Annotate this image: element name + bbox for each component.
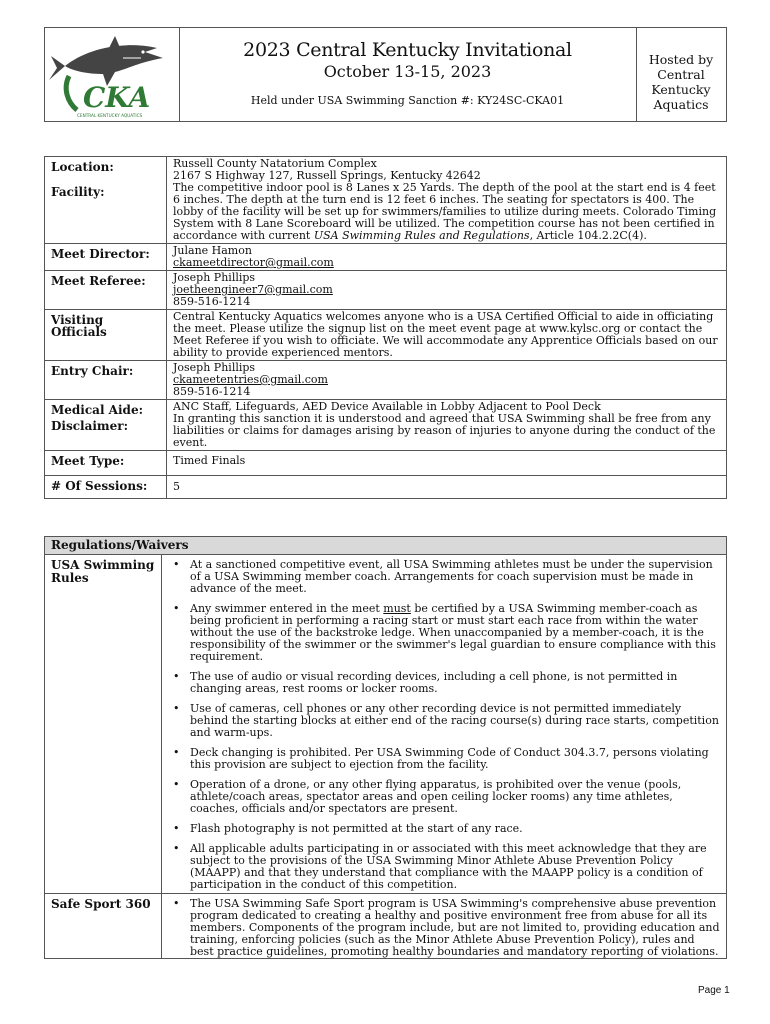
meet-info-table: [44, 156, 727, 499]
host-line: Central Kentucky: [651, 67, 711, 97]
list-item: • All applicable adults participating in or associated with this meet acknowledge that they are subject to the provisions of the USA Swimming Minor Athlete Abuse Prevention Policy (MAAPP) and that they understand that compliance with the MAAPP policy is a condition of participation in the conduct of this competition.: [190, 843, 720, 891]
list-item: • At a sanctioned competitive event, all USA Swimming athletes must be under the supervision of a USA Swimming member coach. Arrangements for coach supervision must be made in advance of the meet.: [190, 559, 720, 595]
referee-label: Meet Referee:: [51, 274, 146, 288]
table-row: [45, 361, 727, 400]
referee-email-link[interactable]: joetheengineer7@gmail.com: [173, 283, 333, 296]
location-line: 2167 S Highway 127, Russell Springs, Kentucky 42642: [173, 169, 481, 182]
director-label: Meet Director:: [51, 247, 150, 261]
usa-rules-list: [168, 559, 720, 891]
disclaimer-text: In granting this sanction it is understood and agreed that USA Swimming shall be free from any liabilities or claims for damages arising by reason of injuries to anyone during the conduct of the event.: [173, 412, 716, 449]
logo-text: CKA: [83, 81, 151, 114]
referee-name: Joseph Phillips: [173, 271, 256, 284]
table-row: [45, 555, 727, 894]
facility-text: The competitive indoor pool is 8 Lanes x 25 Yards. The depth of the pool at the start end is 4 feet 6 inches. The depth at the turn end is 12 feet 6 inches. The seating for spectators is 400. The lobby of the facility will be set up for swimmers/families to utilize during meets. Colorado Timing System with 8 Lane Scoreboard will be utilized. The competition course has not been certified in accordance with current USA Swimming Rules and Regulations, Article 104.2.2C(4).: [173, 181, 717, 242]
sessions-value: 5: [173, 480, 180, 493]
sessions-label: # Of Sessions:: [51, 479, 148, 493]
list-item: • Flash photography is not permitted at the start of any race.: [190, 823, 720, 835]
safe-sport-label: Safe Sport 360: [45, 894, 162, 959]
list-item: • The use of audio or visual recording devices, including a cell phone, is not permitted in changing areas, rest rooms or locker rooms.: [190, 671, 720, 695]
meet-type-value: Timed Finals: [173, 454, 246, 467]
table-row: [45, 157, 727, 244]
table-row: [45, 271, 727, 310]
table-row: [45, 310, 727, 361]
sanction-line: Held under USA Swimming Sanction #: KY24SC-CKA01: [250, 94, 565, 107]
host-line: Hosted by: [648, 52, 714, 67]
director-email-link[interactable]: ckameetdirector@gmail.com: [173, 256, 334, 269]
director-name: Julane Hamon: [173, 244, 252, 257]
medical-label: Medical Aide:: [51, 403, 144, 417]
disclaimer-label: Disclaimer:: [51, 419, 129, 433]
referee-phone: 859-516-1214: [173, 295, 251, 308]
list-item: • Use of cameras, cell phones or any other recording device is not permitted immediately behind the starting blocks at either end of the racing course(s) during race starts, competition and warm-ups.: [190, 703, 720, 739]
header-title-block: [179, 28, 637, 121]
cka-logo: [45, 28, 180, 121]
list-item: • The USA Swimming Safe Sport program is USA Swimming's comprehensive abuse prevention program dedicated to creating a healthy and positive environment free from abuse for all its members. Components of the program include, but are not limited to, providing education and training, enforcing policies (such as the Minor Athlete Abuse Prevention Policy), rules and best practice guidelines, promoting healthy boundaries and mandatory reporting of violations.: [190, 898, 720, 958]
meet-type-label: Meet Type:: [51, 454, 125, 468]
entry-chair-name: Joseph Phillips: [173, 361, 256, 374]
safe-sport-list: [168, 898, 720, 958]
meet-dates: October 13-15, 2023: [323, 62, 492, 81]
table-row: [45, 537, 727, 555]
host-line: Aquatics: [653, 97, 709, 112]
usa-rules-label: USA Swimming Rules: [45, 555, 162, 894]
entry-chair-email-link[interactable]: ckameetentries@gmail.com: [173, 373, 328, 386]
location-facility-value: [167, 157, 727, 244]
host-block: [636, 28, 726, 121]
officials-text: Central Kentucky Aquatics welcomes anyone who is a USA Certified Official to aide in officiating the meet. Please utilize the signup list on the meet event page at www.kylsc.org or contact the Meet Referee if you wish to officiate. We will accommodate any Apprentice Officials based on our ability to provide experienced mentors.: [173, 310, 718, 359]
table-row: [45, 451, 727, 476]
shark-logo-icon: [45, 28, 179, 121]
page-number: Page 1: [698, 985, 730, 996]
regulations-table: [44, 536, 727, 959]
header-box: [44, 27, 727, 122]
meet-title: 2023 Central Kentucky Invitational: [243, 39, 572, 61]
officials-label: Visiting Officials: [51, 313, 107, 339]
table-row: [45, 244, 727, 271]
entry-chair-label: Entry Chair:: [51, 364, 134, 378]
regulations-title: Regulations/Waivers: [45, 537, 727, 555]
table-row: [45, 400, 727, 451]
usa-rules-list-cell: [162, 555, 727, 894]
facility-label: Facility:: [51, 185, 105, 199]
location-line: Russell County Natatorium Complex: [173, 157, 377, 170]
medical-text: ANC Staff, Lifeguards, AED Device Available in Lobby Adjacent to Pool Deck: [173, 400, 601, 413]
location-label: Location:: [51, 160, 114, 174]
entry-chair-phone: 859-516-1214: [173, 385, 251, 398]
list-item: • Deck changing is prohibited. Per USA Swimming Code of Conduct 304.3.7, persons violating this provision are subject to ejection from the facility.: [190, 747, 720, 771]
table-row: [45, 476, 727, 499]
logo-subtext: CENTRAL KENTUCKY AQUATICS: [77, 113, 143, 118]
table-row: [45, 894, 727, 959]
list-item: • Any swimmer entered in the meet must be certified by a USA Swimming member-coach as being proficient in performing a racing start or must start each race from within the water without the use of the backstroke ledge. When unaccompanied by a member-coach, it is the responsibility of the swimmer or the swimmer's legal guardian to ensure compliance with this requirement.: [190, 603, 720, 663]
list-item: • Operation of a drone, or any other flying apparatus, is prohibited over the venue (pools, athlete/coach areas, spectator areas and open ceiling locker rooms) any time athletes, coaches, officials and/or spectators are present.: [190, 779, 720, 815]
